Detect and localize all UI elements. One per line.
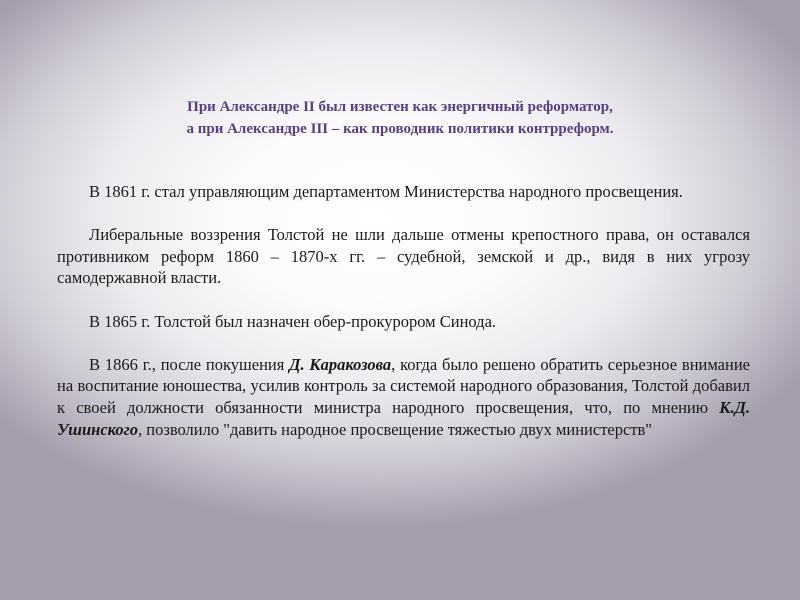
paragraph-liberal-views: Либеральные воззрения Толстой не шли дальше отмены крепостного права, он оставался противником реформ 1860 – 1870-х гг. – судебной, земской и др., видя в них угрозу самодержавной власти. bbox=[57, 225, 750, 288]
name-karakozov: Д. Каракозова bbox=[289, 354, 392, 374]
slide-body bbox=[57, 181, 750, 440]
p4-text-3: , позволило "давить народное просвещение тяжестью двух министерств" bbox=[138, 419, 653, 439]
slide-heading bbox=[60, 96, 740, 140]
paragraph-1865: В 1865 г. Толстой был назначен обер-прокурором Синода. bbox=[89, 311, 497, 331]
p4-text-1: В 1866 г., после покушения bbox=[89, 354, 290, 374]
name-ushinsky: К.Д. Ушинского bbox=[57, 397, 750, 439]
paragraph-1866 bbox=[57, 354, 750, 440]
heading-line-2: а при Александре III – как проводник политики контрреформ. bbox=[186, 121, 614, 137]
paragraph-1861: В 1861 г. стал управляющим департаментом Министерства народного просвещения. bbox=[89, 182, 683, 201]
p4-text-2: , когда было решено обратить серьезное внимание на воспитание юношества, усилив контроль за системой народного образования, Толстой добавил к своей должности обязанности министра народного просвещения, что, по мнению bbox=[57, 354, 750, 417]
heading-line-1: При Александре II был известен как энергичный реформатор, bbox=[187, 99, 613, 115]
